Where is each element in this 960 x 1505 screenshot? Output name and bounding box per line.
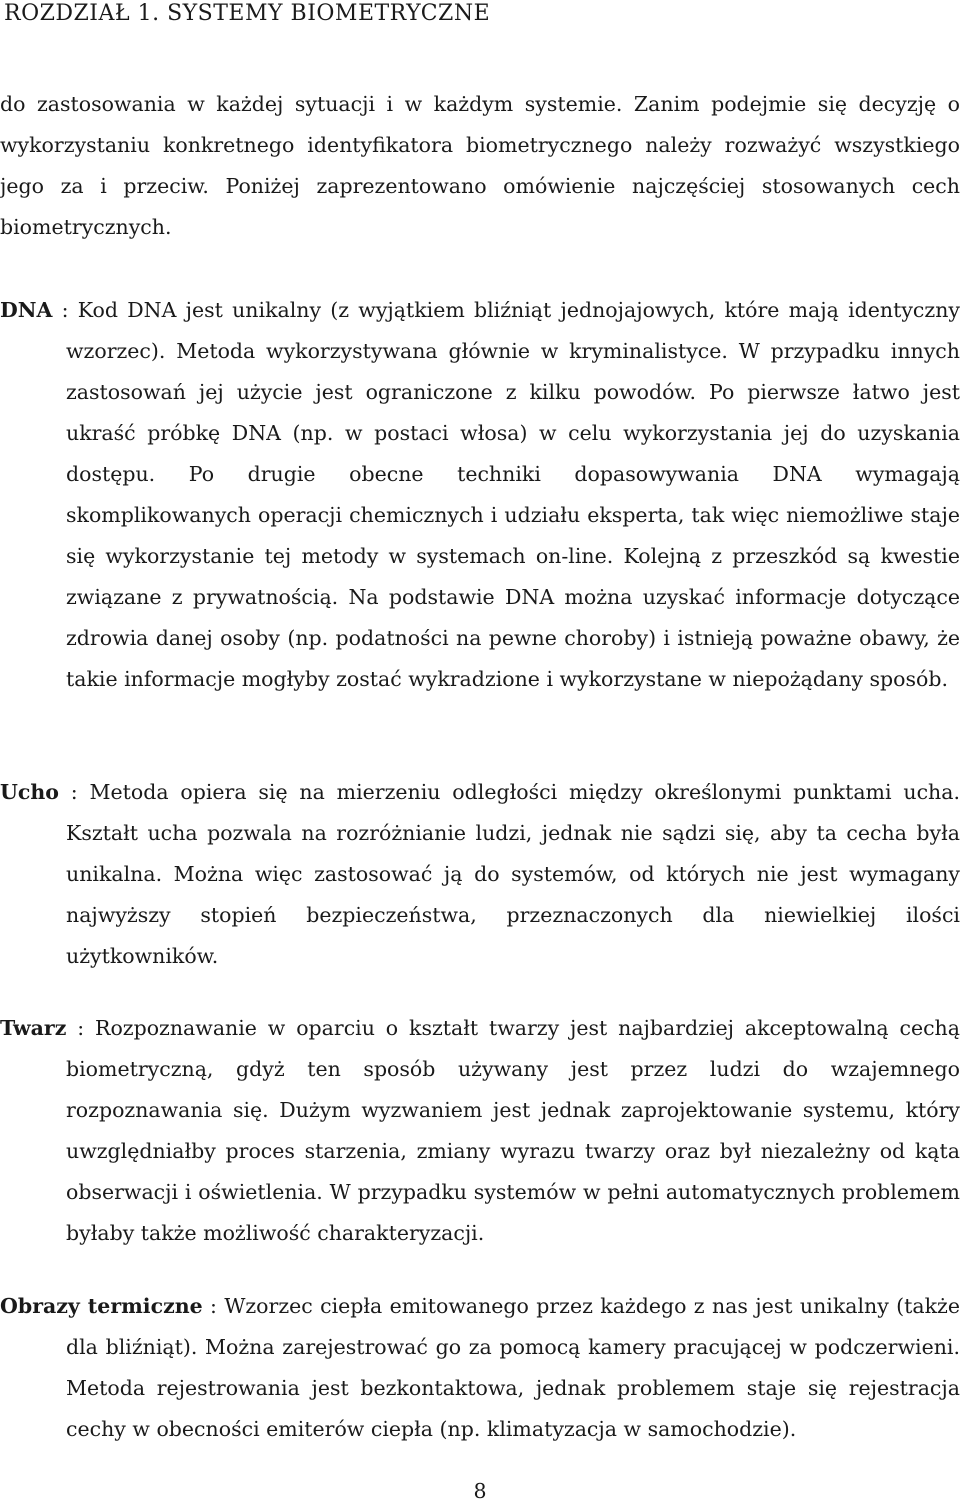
entry-separator: : [58, 780, 90, 804]
intro-paragraph: do zastosowania w każdej sytuacji i w każdym systemie. Zanim podejmie się decyzję o wykorzystaniu konkretnego identyfikatora biometrycznego należy rozważyć wszystkiego jego za i przeciw. Poniżej zaprezentowano omówienie najczęściej stosowanych cech biometrycznych. [0, 92, 960, 239]
running-header: ROZDZIAŁ 1. SYSTEMY BIOMETRYCZNE [4, 1, 491, 26]
entry-separator: : [66, 1016, 96, 1040]
entry-term: DNA [0, 298, 53, 322]
entry-text: Rozpoznawanie w oparciu o kształt twarzy jest najbardziej akceptowalną cechą biometryczną, gdyż ten sposób używany jest przez ludzi do wzajemnego rozpoznawania się. Dużym wyzwaniem jest jednak zaprojektowanie systemu, który uwzględniałby proces starzenia, zmiany wyrazu twarzy oraz był niezależny od kąta obserwacji i oświetlenia. W przypadku systemów w pełni automatycznych problemem byłaby także możliwość charakteryzacji. [66, 1016, 960, 1245]
entry-obrazy-termiczne [0, 1286, 960, 1450]
entry-term: Twarz [0, 1016, 67, 1040]
entry-twarz [0, 1008, 960, 1254]
entry-text: Kod DNA jest unikalny (z wyjątkiem bliźniąt jednojajowych, które mają identyczny wzorzec). Metoda wykorzystywana głównie w kryminalistyce. W przypadku innych zastosowań jej użycie jest ograniczone z kilku powodów. Po pierwsze łatwo jest ukraść próbkę DNA (np. w postaci włosa) w celu wykorzystania jej do uzyskania dostępu. Po drugie obecne techniki dopasowywania DNA wymagają skomplikowanych operacji chemicznych i udziału eksperta, tak więc niemożliwe staje się wykorzystanie tej metody w systemach on-line. Kolejną z przeszkód są kwestie związane z prywatnością. Na podstawie DNA można uzyskać informacje dotyczące zdrowia danej osoby (np. podatności na pewne choroby) i istnieją poważne obawy, że takie informacje mogłyby zostać wykradzione i wykorzystane w niepożądany sposób. [66, 298, 960, 691]
entry-ucho [0, 772, 960, 977]
entry-term: Ucho [0, 780, 59, 804]
entry-text: Wzorzec ciepła emitowanego przez każdego z nas jest unikalny (także dla bliźniąt). Można zarejestrować go za pomocą kamery pracującej w podczerwieni. Metoda rejestrowania jest bezkontaktowa, jednak problemem staje się rejestracja cechy w obecności emiterów ciepła (np. klimatyzacja w samochodzie). [66, 1294, 960, 1441]
entry-dna [0, 290, 960, 700]
entry-separator: : [202, 1294, 225, 1318]
entry-separator: : [52, 298, 78, 322]
entry-term: Obrazy termiczne [0, 1294, 203, 1318]
page-number: 8 [473, 1479, 487, 1503]
entry-text: Metoda opiera się na mierzeniu odległości między określonymi punktami ucha. Kształt ucha pozwala na rozróżnianie ludzi, jednak nie sądzi się, aby ta cecha była unikalna. Można więc zastosować ją do systemów, od których nie jest wymagany najwyższy stopień bezpieczeństwa, przeznaczonych dla niewielkiej ilości użytkowników. [66, 780, 960, 968]
